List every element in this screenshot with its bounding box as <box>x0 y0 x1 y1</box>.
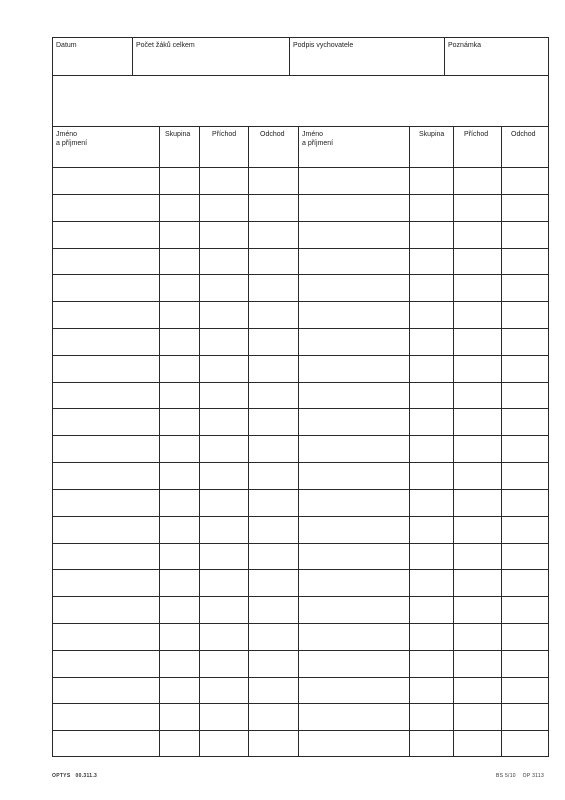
name-cell[interactable] <box>299 490 408 515</box>
arrival-cell[interactable] <box>454 195 500 220</box>
arrival-cell[interactable] <box>200 329 247 354</box>
group-cell[interactable] <box>160 678 198 703</box>
departure-cell[interactable] <box>502 544 548 569</box>
name-cell[interactable] <box>53 463 158 488</box>
name-cell[interactable] <box>299 651 408 676</box>
departure-cell[interactable] <box>502 731 548 756</box>
group-cell[interactable] <box>410 436 452 461</box>
arrival-cell[interactable] <box>200 356 247 381</box>
group-cell[interactable] <box>160 704 198 729</box>
group-cell[interactable] <box>410 275 452 300</box>
date-label: Datum <box>56 42 77 49</box>
arrival-cell[interactable] <box>454 678 500 703</box>
departure-cell[interactable] <box>249 704 297 729</box>
departure-cell[interactable] <box>249 651 297 676</box>
group-cell[interactable] <box>410 731 452 756</box>
arrival-cell[interactable] <box>200 517 247 542</box>
name-cell[interactable] <box>53 570 158 595</box>
departure-cell[interactable] <box>249 570 297 595</box>
header-divider <box>289 37 290 75</box>
name-cell[interactable] <box>53 597 158 622</box>
name-cell[interactable] <box>299 356 408 381</box>
arrival-cell[interactable] <box>200 383 247 408</box>
group-cell[interactable] <box>160 329 198 354</box>
arrival-cell[interactable] <box>200 409 247 434</box>
name-cell[interactable] <box>53 275 158 300</box>
arrival-cell[interactable] <box>454 704 500 729</box>
arrival-cell[interactable] <box>200 651 247 676</box>
group-cell[interactable] <box>160 383 198 408</box>
name-cell[interactable] <box>299 436 408 461</box>
group-cell[interactable] <box>160 731 198 756</box>
departure-cell[interactable] <box>502 704 548 729</box>
name-cell[interactable] <box>53 436 158 461</box>
student-count-label: Počet žáků celkem <box>136 42 195 49</box>
name-cell[interactable] <box>299 678 408 703</box>
name-cell[interactable] <box>299 704 408 729</box>
departure-cell[interactable] <box>502 678 548 703</box>
departure-cell[interactable] <box>249 275 297 300</box>
name-cell[interactable] <box>299 275 408 300</box>
arrival-cell[interactable] <box>200 275 247 300</box>
group-cell[interactable] <box>410 463 452 488</box>
departure-cell[interactable] <box>249 409 297 434</box>
arrival-cell[interactable] <box>454 275 500 300</box>
departure-cell[interactable] <box>249 383 297 408</box>
name-cell[interactable] <box>299 731 408 756</box>
name-cell[interactable] <box>53 249 158 274</box>
arrival-cell[interactable] <box>200 168 247 193</box>
name-cell[interactable] <box>299 195 408 220</box>
name-cell[interactable] <box>53 490 158 515</box>
arrival-cell[interactable] <box>454 168 500 193</box>
group-cell[interactable] <box>160 302 198 327</box>
arrival-cell[interactable] <box>200 570 247 595</box>
group-cell[interactable] <box>410 517 452 542</box>
name-cell[interactable] <box>53 678 158 703</box>
header-bottom-line <box>52 75 549 76</box>
name-cell[interactable] <box>299 597 408 622</box>
group-cell[interactable] <box>160 436 198 461</box>
footer-refs <box>496 773 544 779</box>
group-cell[interactable] <box>410 383 452 408</box>
group-cell[interactable] <box>160 463 198 488</box>
arrival-cell[interactable] <box>454 383 500 408</box>
departure-cell[interactable] <box>502 195 548 220</box>
group-cell[interactable] <box>160 597 198 622</box>
name-cell[interactable] <box>299 302 408 327</box>
group-cell[interactable] <box>410 678 452 703</box>
arrival-cell[interactable] <box>454 302 500 327</box>
group-column-label: Skupina <box>419 131 445 138</box>
departure-cell[interactable] <box>502 624 548 649</box>
note-label: Poznámka <box>448 42 482 49</box>
header-divider <box>132 37 133 75</box>
group-cell[interactable] <box>410 329 452 354</box>
arrival-column-label: Příchod <box>464 131 489 138</box>
departure-cell[interactable] <box>502 463 548 488</box>
departure-cell[interactable] <box>502 222 548 247</box>
arrival-cell[interactable] <box>454 222 500 247</box>
name-cell[interactable] <box>299 517 408 542</box>
arrival-cell[interactable] <box>454 329 500 354</box>
arrival-cell[interactable] <box>200 704 247 729</box>
arrival-cell[interactable] <box>454 463 500 488</box>
arrival-cell[interactable] <box>454 356 500 381</box>
name-cell[interactable] <box>53 195 158 220</box>
name-column-label: Jméno a příjmení <box>56 131 88 147</box>
name-cell[interactable] <box>53 624 158 649</box>
departure-cell[interactable] <box>249 195 297 220</box>
name-cell[interactable] <box>299 329 408 354</box>
group-cell[interactable] <box>160 249 198 274</box>
departure-cell[interactable] <box>249 544 297 569</box>
departure-cell[interactable] <box>502 168 548 193</box>
name-cell[interactable] <box>53 302 158 327</box>
departure-cell[interactable] <box>502 490 548 515</box>
departure-cell[interactable] <box>502 383 548 408</box>
group-cell[interactable] <box>160 275 198 300</box>
arrival-cell[interactable] <box>454 436 500 461</box>
departure-cell[interactable] <box>502 597 548 622</box>
educator-signature-label: Podpis vychovatele <box>293 42 354 49</box>
departure-cell[interactable] <box>502 356 548 381</box>
group-cell[interactable] <box>410 302 452 327</box>
arrival-cell[interactable] <box>200 624 247 649</box>
name-cell[interactable] <box>299 249 408 274</box>
arrival-cell[interactable] <box>454 409 500 434</box>
group-cell[interactable] <box>160 651 198 676</box>
departure-cell[interactable] <box>249 517 297 542</box>
departure-cell[interactable] <box>502 329 548 354</box>
group-cell[interactable] <box>160 624 198 649</box>
arrival-cell[interactable] <box>200 222 247 247</box>
group-cell[interactable] <box>160 544 198 569</box>
departure-cell[interactable] <box>249 490 297 515</box>
footer-ref-bs: BS 5/10 <box>496 773 516 779</box>
name-cell[interactable] <box>53 731 158 756</box>
name-cell[interactable] <box>53 222 158 247</box>
group-column-label: Skupina <box>165 131 191 138</box>
group-cell[interactable] <box>410 651 452 676</box>
group-cell[interactable] <box>160 490 198 515</box>
arrival-cell[interactable] <box>200 490 247 515</box>
group-cell[interactable] <box>160 356 198 381</box>
departure-cell[interactable] <box>249 731 297 756</box>
group-cell[interactable] <box>160 222 198 247</box>
departure-cell[interactable] <box>249 678 297 703</box>
departure-cell[interactable] <box>249 597 297 622</box>
departure-column-label: Odchod <box>260 131 285 138</box>
group-cell[interactable] <box>410 249 452 274</box>
name-cell[interactable] <box>53 517 158 542</box>
arrival-cell[interactable] <box>454 517 500 542</box>
arrival-column-label: Příchod <box>212 131 237 138</box>
group-cell[interactable] <box>160 517 198 542</box>
arrival-cell[interactable] <box>454 597 500 622</box>
arrival-cell[interactable] <box>200 436 247 461</box>
departure-cell[interactable] <box>502 275 548 300</box>
footer-code: 00.311.3 <box>75 773 98 779</box>
arrival-cell[interactable] <box>454 544 500 569</box>
header-divider <box>444 37 445 75</box>
arrival-cell[interactable] <box>200 195 247 220</box>
name-cell[interactable] <box>299 463 408 488</box>
departure-cell[interactable] <box>249 222 297 247</box>
arrival-cell[interactable] <box>200 678 247 703</box>
name-cell[interactable] <box>53 544 158 569</box>
name-cell[interactable] <box>299 624 408 649</box>
group-cell[interactable] <box>410 222 452 247</box>
arrival-cell[interactable] <box>454 624 500 649</box>
departure-cell[interactable] <box>249 168 297 193</box>
departure-cell[interactable] <box>249 329 297 354</box>
group-cell[interactable] <box>410 195 452 220</box>
departure-cell[interactable] <box>502 409 548 434</box>
group-cell[interactable] <box>410 597 452 622</box>
name-cell[interactable] <box>299 222 408 247</box>
group-cell[interactable] <box>410 490 452 515</box>
group-cell[interactable] <box>160 570 198 595</box>
arrival-cell[interactable] <box>200 544 247 569</box>
group-cell[interactable] <box>410 168 452 193</box>
name-column-label: Jméno a příjmení <box>302 131 334 147</box>
departure-cell[interactable] <box>249 624 297 649</box>
departure-cell[interactable] <box>249 249 297 274</box>
group-cell[interactable] <box>160 409 198 434</box>
group-cell[interactable] <box>410 704 452 729</box>
arrival-cell[interactable] <box>200 463 247 488</box>
name-cell[interactable] <box>299 570 408 595</box>
arrival-cell[interactable] <box>454 651 500 676</box>
group-cell[interactable] <box>410 409 452 434</box>
footer-ref-op: OP 3113 <box>522 773 545 779</box>
name-cell[interactable] <box>53 329 158 354</box>
departure-cell[interactable] <box>502 249 548 274</box>
arrival-cell[interactable] <box>200 302 247 327</box>
arrival-cell[interactable] <box>454 731 500 756</box>
footer-brand <box>52 773 97 779</box>
name-cell[interactable] <box>299 383 408 408</box>
departure-cell[interactable] <box>502 517 548 542</box>
group-cell[interactable] <box>410 356 452 381</box>
arrival-cell[interactable] <box>454 570 500 595</box>
departure-cell[interactable] <box>502 651 548 676</box>
group-cell[interactable] <box>410 544 452 569</box>
arrival-cell[interactable] <box>200 731 247 756</box>
departure-cell[interactable] <box>249 356 297 381</box>
departure-cell[interactable] <box>249 302 297 327</box>
departure-cell[interactable] <box>502 436 548 461</box>
name-cell[interactable] <box>53 651 158 676</box>
arrival-cell[interactable] <box>200 249 247 274</box>
departure-cell[interactable] <box>502 302 548 327</box>
name-cell[interactable] <box>53 383 158 408</box>
group-cell[interactable] <box>410 624 452 649</box>
name-cell[interactable] <box>299 409 408 434</box>
arrival-cell[interactable] <box>454 490 500 515</box>
group-cell[interactable] <box>160 168 198 193</box>
blank-box-bottom-line <box>52 126 549 127</box>
name-cell[interactable] <box>53 409 158 434</box>
arrival-cell[interactable] <box>454 249 500 274</box>
group-cell[interactable] <box>410 570 452 595</box>
departure-column-label: Odchod <box>511 131 536 138</box>
departure-cell[interactable] <box>249 463 297 488</box>
departure-cell[interactable] <box>502 570 548 595</box>
name-cell[interactable] <box>53 168 158 193</box>
departure-cell[interactable] <box>249 436 297 461</box>
arrival-cell[interactable] <box>200 597 247 622</box>
group-cell[interactable] <box>160 195 198 220</box>
footer-brand-name: OPTYS <box>52 773 71 779</box>
name-cell[interactable] <box>299 544 408 569</box>
name-cell[interactable] <box>53 356 158 381</box>
name-cell[interactable] <box>299 168 408 193</box>
name-cell[interactable] <box>53 704 158 729</box>
